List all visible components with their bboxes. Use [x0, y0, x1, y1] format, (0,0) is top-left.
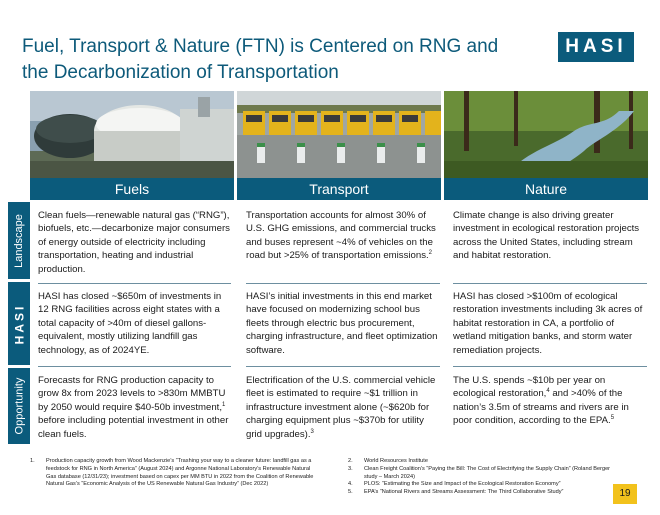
transport-landscape-text: Transportation accounts for almost 30% of U.S. GHG emissions, and commercial trucks and buses represent ~4% of vehicles on the road but >25% of transportation emissions.$^2$	[246, 210, 436, 262]
fuels-opportunity-text: Forecasts for RNG production capacity to grow 8x from 2023 levels to >830m MMBTU by 2050 would require $40-50b investment,$^1$ before including potential investment in other clean fuels.	[38, 375, 229, 440]
nature-photo	[444, 91, 648, 178]
footnote-1: 1. Production capacity growth from Wood Mackenzie’s “Trashing your way to a cleaner future: landfill gas as a feedstock for RNG in North America” (August 2024) and Argonne National Laboratory’s Renewable Natural Gas database (12/31/23); investment based on capex per MM BTU in 2022 from the Coalition of Renewable Natural Gas’s “Economic Analysis of the US Renewable Natural Gas Industry” (Dec 2022)	[30, 458, 314, 488]
footnotes-right	[348, 458, 616, 497]
row-label-landscape: Landscape	[8, 202, 30, 279]
title-line-1: Fuel, Transport & Nature (FTN) is Centered on RNG and	[22, 36, 499, 57]
nature-landscape-text: Climate change is also driving greater investment in ecological restoration projects across the United States, including stream and habitat restoration.	[453, 210, 640, 262]
column-heading-fuels: Fuels	[30, 178, 234, 200]
footnotes-left	[30, 458, 320, 489]
row-label-hasi: HASI	[8, 282, 30, 365]
column-heading-nature: Nature	[444, 178, 648, 200]
footnote-3: 3. Clean Freight Coalition’s “Paying the Bill: The Cost of Electrifying the Supply Chain” (Roland Berger study – March 2024)	[348, 465, 611, 480]
footnote-5: 5. EPA’s “National Rivers and Streams Assessment: The Third Collaborative Study”	[348, 489, 564, 496]
fuels-photo	[30, 91, 234, 178]
footnote-4: 4. PLOS: “Estimating the Size and Impact of the Ecological Restoration Economy”	[348, 481, 561, 488]
row-label-opportunity: Opportunity	[8, 368, 30, 444]
footnote-2: 2. World Resources Institute	[348, 458, 428, 464]
transport-photo	[237, 91, 441, 178]
divider	[38, 366, 231, 367]
transport-hasi-text: HASI’s initial investments in this end market have focused on modernizing school bus fleets through electric bus procurement, charging infrastructure, and fleet optimization software.	[246, 291, 438, 356]
title-line-2: the Decarbonization of Transportation	[22, 62, 339, 83]
page-title	[22, 34, 542, 86]
divider	[38, 283, 231, 284]
column-heading-transport: Transport	[237, 178, 441, 200]
divider	[453, 366, 647, 367]
divider	[453, 283, 647, 284]
fuels-hasi-text: HASI has closed ~$650m of investments in 12 RNG facilities across eight states with a total capacity of >40m of diesel gallons-equivalent, mostly utilizing landfill gas technology, as of 2024YE.	[38, 291, 222, 356]
page-number: 19	[613, 484, 637, 504]
divider	[246, 366, 440, 367]
nature-opportunity-text: The U.S. spends ~$10b per year on ecological restoration,$^4$ and >40% of the nation’s 3.5m of streams and rivers are in poor condition, according to the EPA.$^5$	[453, 375, 629, 427]
divider	[246, 283, 440, 284]
transport-opportunity-text: Electrification of the U.S. commercial vehicle fleet is estimated to require ~$1 trillion in infrastructure investment alone (~$620b for charging equipment plus ~$370b for utility grid upgrades).$^3$	[246, 375, 436, 440]
nature-hasi-text: HASI has closed >$100m of ecological restoration investments including 3k acres of habitat restoration in CA, a portfolio of wetland mitigation banks, and storm water remediation projects.	[453, 291, 643, 356]
fuels-landscape-text: Clean fuels—renewable natural gas (“RNG”), biofuels, etc.—decarbonize major consumers of energy outside of electricity including transportation, heating and industrial production.	[38, 210, 230, 275]
hasi-logo: HASI	[558, 32, 634, 62]
